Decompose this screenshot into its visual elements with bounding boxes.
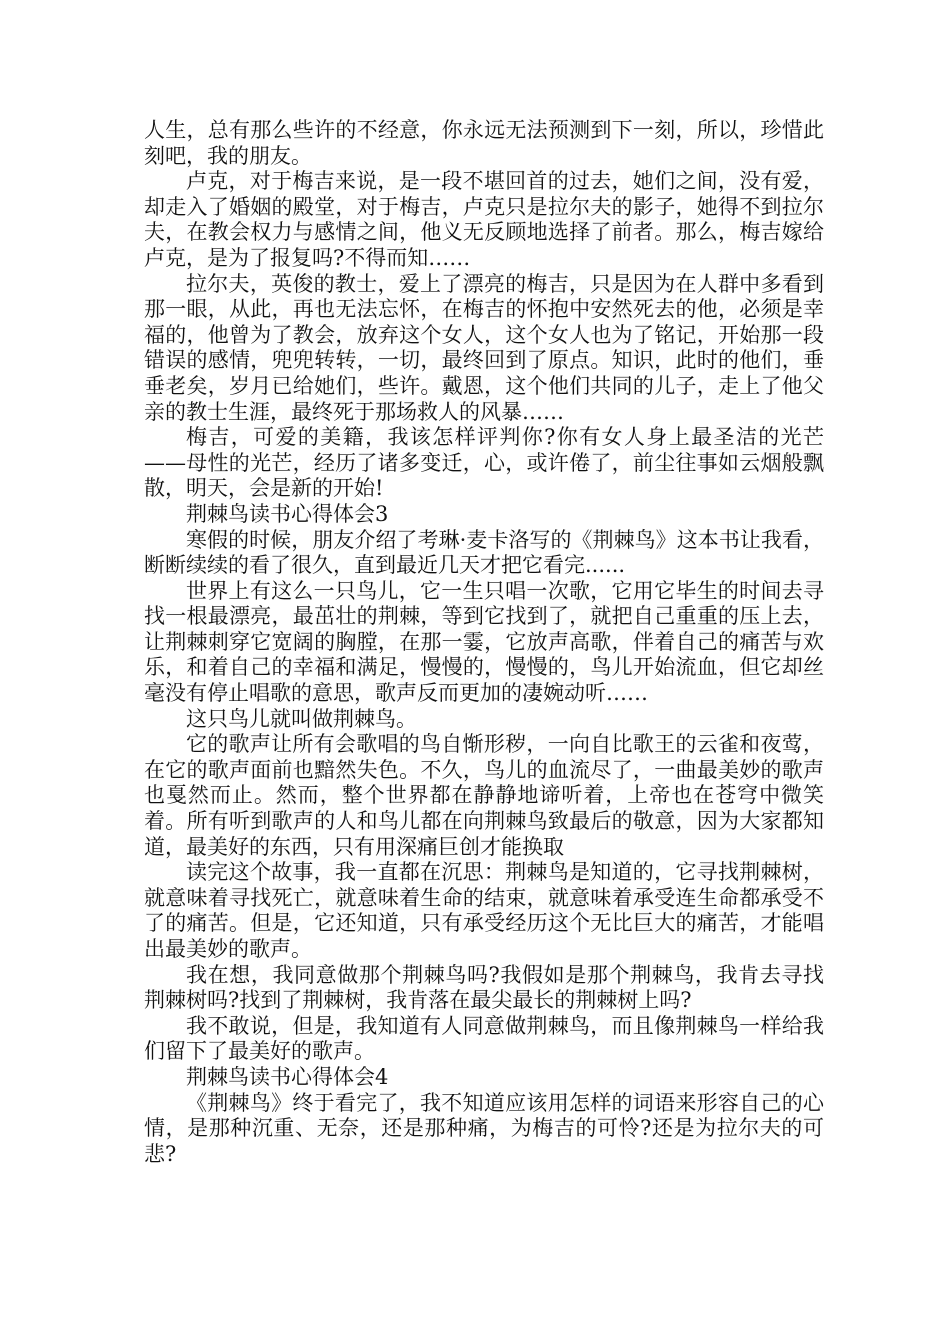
paragraph-6: 世界上有这么一只鸟儿，它一生只唱一次歌，它用它毕生的时间去寻找一根最漂亮，最茁壮的荆棘，等到它找到了，就把自己重重的压上去，让荆棘刺穿它宽阔的胸膛，在那一霎，它放声高歌，伴着自己的痛苦与欢乐，和着自己的幸福和满足，慢慢的，慢慢的，鸟儿开始流血，但它却丝毫没有停止唱歌的意思，歌声反而更加的凄婉动听…… (144, 578, 824, 706)
paragraph-9: 读完这个故事，我一直都在沉思：荆棘鸟是知道的，它寻找荆棘树，就意味着寻找死亡，就意味着生命的结束，就意味着承受连生命都承受不了的痛苦。但是，它还知道，只有承受经历这个无比巨大的痛苦，才能唱出最美妙的歌声。 (144, 860, 824, 961)
paragraph-1: 人生，总有那么些许的不经意，你永远无法预测到下一刻，所以，珍惜此刻吧，我的朋友。 (144, 118, 824, 168)
section-heading-3: 荆棘鸟读书心得体会3 (186, 501, 389, 526)
section-heading-4: 荆棘鸟读书心得体会4 (186, 1064, 389, 1089)
paragraph-5: 寒假的时候，朋友介绍了考琳·麦卡洛写的《荆棘鸟》这本书让我看，断断续续的看了很久，直到最近几天才把它看完...... (144, 527, 824, 578)
paragraph-12: 《荆棘鸟》终于看完了，我不知道应该用怎样的词语来形容自己的心情，是那种沉重、无奈，还是那种痛，为梅吉的可怜?还是为拉尔夫的可悲? (144, 1090, 824, 1166)
paragraph-4: 梅吉，可爱的美籍，我该怎样评判你?你有女人身上最圣洁的光芒——母性的光芒，经历了诸多变迁，心，或许倦了，前尘往事如云烟般飘散，明天，会是新的开始! (144, 425, 824, 501)
paragraph-10: 我在想，我同意做那个荆棘鸟吗?我假如是那个荆棘鸟，我肯去寻找荆棘树吗?找到了荆棘树，我肯落在最尖最长的荆棘树上吗? (144, 962, 824, 1013)
paragraph-3: 拉尔夫，英俊的教士，爱上了漂亮的梅吉，只是因为在人群中多看到那一眼，从此，再也无法忘怀，在梅吉的怀抱中安然死去的他，必须是幸福的，他曾为了教会，放弃这个女人，这个女人也为了铭记，开始那一段错误的感情，兜兜转转，一切，最终回到了原点。知识，此时的他们，垂垂老矣，岁月已给她们，些许。戴恩，这个他们共同的儿子，走上了他父亲的教士生涯，最终死于那场救人的风暴…… (144, 271, 824, 424)
document-body (144, 118, 824, 1167)
paragraph-11: 我不敢说，但是，我知道有人同意做荆棘鸟，而且像荆棘鸟一样给我们留下了最美好的歌声。 (144, 1013, 824, 1064)
paragraph-7: 这只鸟儿就叫做荆棘鸟。 (186, 706, 417, 731)
paragraph-2: 卢克，对于梅吉来说，是一段不堪回首的过去，她们之间，没有爱，却走入了婚姻的殿堂，对于梅吉，卢克只是拉尔夫的影子，她得不到拉尔夫，在教会权力与感情之间，他义无反顾地选择了前者。那么，梅吉嫁给卢克，是为了报复吗?不得而知…… (144, 169, 824, 270)
paragraph-8: 它的歌声让所有会歌唱的鸟自惭形秽，一向自比歌王的云雀和夜莺，在它的歌声面前也黯然失色。不久，鸟儿的血流尽了，一曲最美妙的歌声也戛然而止。然而，整个世界都在静静地谛听着，上帝也在苍穹中微笑着。所有听到歌声的人和鸟儿都在向荆棘鸟致最后的敬意，因为大家都知道，最美好的东西，只有用深痛巨创才能换取 (144, 732, 824, 859)
